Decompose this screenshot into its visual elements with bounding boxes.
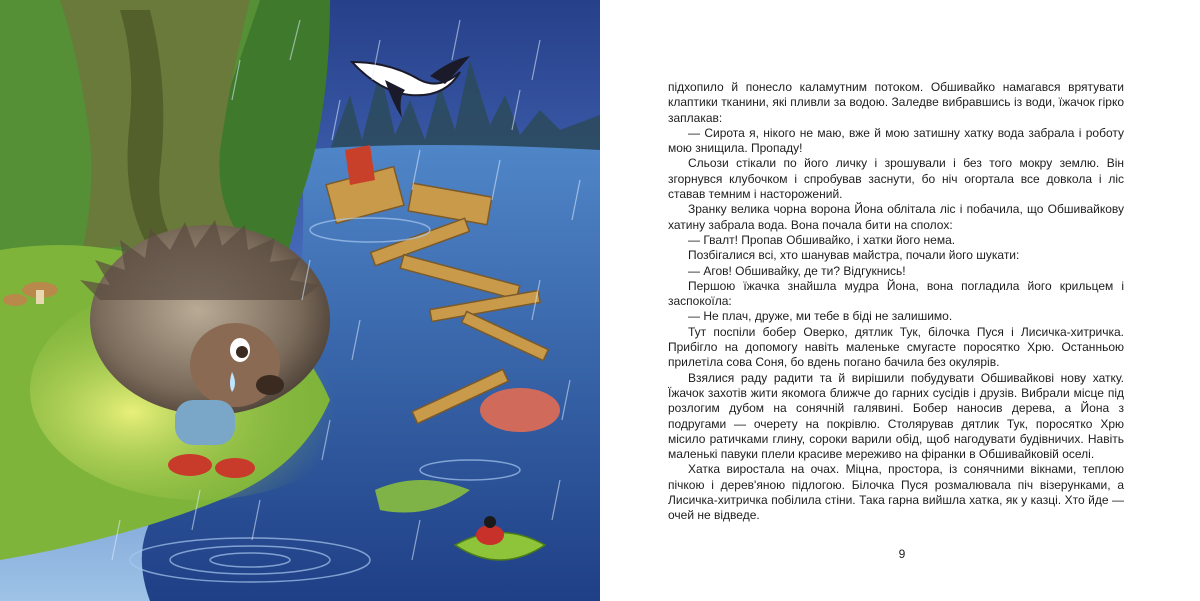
overturned-basket [480, 388, 560, 432]
paragraph: Позбігалися всі, хто шанував майстра, почали його шукати: [688, 248, 1020, 263]
story-text [668, 80, 1124, 524]
paragraph: — Не плач, друже, ми тебе в біді не залишимо. [688, 309, 953, 324]
paragraph: Взялися раду радити та й вирішили побудувати Обшивайкові нову хатку. Їжачок захотів жити якомога ближче до гарних сусідів і друзів. Вибрали місце під розлогим дубом на сонячній галявині. Бобер наносив дерева, а Йона з подругами — очерету на покрівлю. Столярував дятлик Тук, поросятко Хрю місило ратичками глину, сороки варили обід, щоб нагодувати будівничих. Навіть маленькі павуки плели красиве мереживо на фіранки в Обшивайковій оселі. [668, 370, 1124, 462]
paragraph: — Агов! Обшивайку, де ти? Відгукнись! [688, 263, 906, 278]
paragraph: — Сирота я, нікого не маю, вже й мою затишну хатку вода забрала і роботу мою знищила. Пропаду! [668, 125, 1124, 156]
paragraph: Сльози стікали по його личку і зрошували і без того мокру землю. Він згорнувся клубочком і спробував заснути, бо ніч огортала все довкола і ліс ставав темним і насторожений. [668, 156, 1124, 202]
paragraph: підхопило й понесло каламутним потоком. Обшивайко намагався врятувати клаптики тканини, які пливли за водою. Заледве вибравшись із води, їжачок гірко заплакав: [668, 80, 1124, 125]
paragraph: Зранку велика чорна ворона Йона облітала ліс і побачила, що Обшивайкову хатину забрала вода. Вона почала бити на сполох: [668, 202, 1124, 232]
paragraph: — Гвалт! Пропав Обшивайко, і хатки його нема. [688, 232, 956, 247]
red-chimney [345, 145, 375, 185]
page-number: 9 [898, 547, 906, 561]
text-page [600, 0, 1200, 601]
paragraph: Першою їжачка знайшла мудра Йона, вона погладила його крильцем і заспокоїла: [668, 278, 1124, 309]
paragraph: Хатка виростала на очах. Міцна, простора, із сонячними вікнами, теплою пічкою і дерев'яною підлогою. Білочка Пуся розмалювала піч візерунками, а Лисичка-хитричка побілила стіни. Така гарна вийшла хатка, як у казці. Хто йде — очей не відведе. [668, 462, 1124, 523]
paragraph: Тут поспіли бобер Оверко, дятлик Тук, білочка Пуся і Лисичка-хитричка. Прибігло на допомогу навіть маленьке смугасте поросятко Хрю. Останньою прилетіла сова Соня, бо вдень погано бачила без окулярів. [668, 324, 1124, 370]
